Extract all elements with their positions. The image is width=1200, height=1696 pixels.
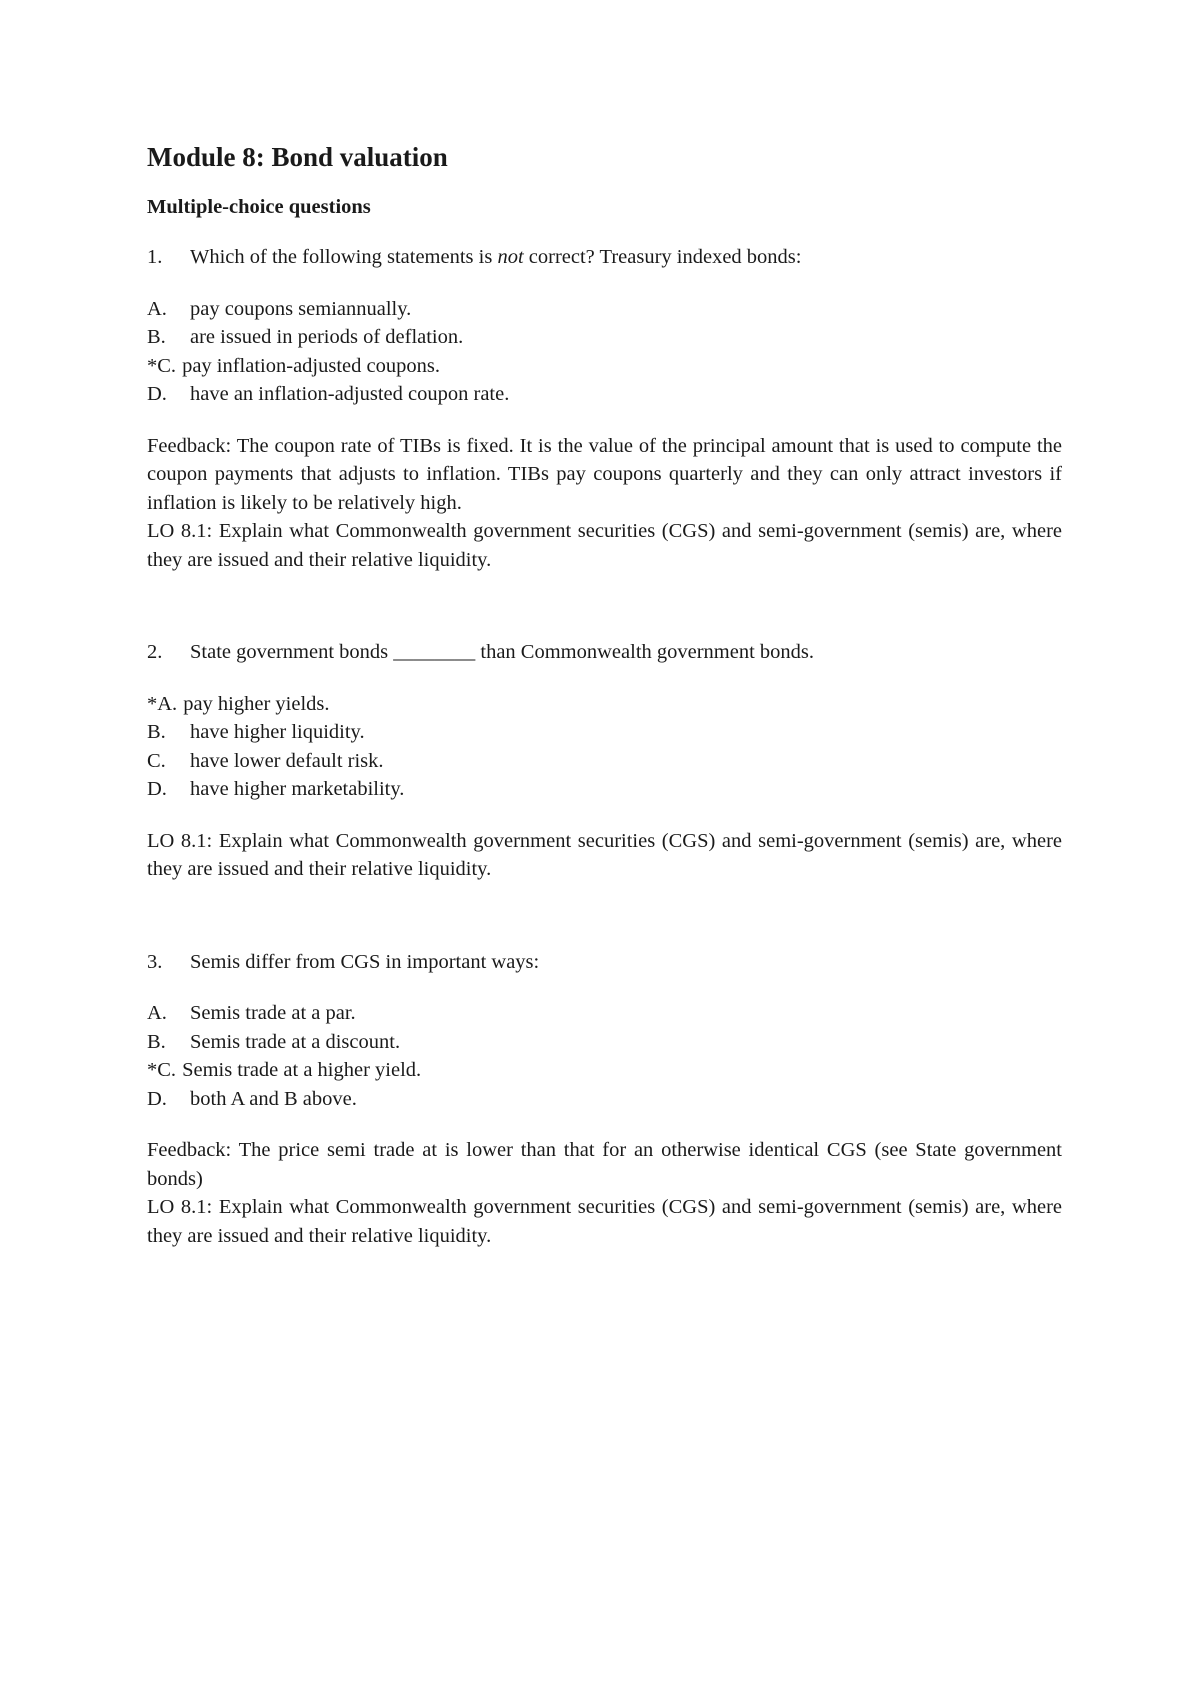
- answer-option-correct: [147, 352, 1062, 381]
- option-text: Semis trade at a par.: [190, 1002, 356, 1024]
- option-letter: D.: [147, 1087, 167, 1110]
- answer-options: [147, 999, 1062, 1113]
- section-heading: Multiple-choice questions: [147, 196, 371, 218]
- question-stem: [147, 638, 1062, 667]
- question-stem: [147, 948, 1062, 977]
- option-text: Semis trade at a higher yield.: [182, 1059, 422, 1081]
- page-title: Module 8: Bond valuation: [147, 142, 448, 172]
- option-letter: C.: [147, 749, 166, 772]
- answer-option-correct: [147, 1056, 1062, 1085]
- answer-option: [147, 295, 1062, 324]
- option-letter: *C.: [147, 1059, 177, 1081]
- option-text: have lower default risk.: [190, 749, 384, 772]
- answer-option: [147, 1085, 1062, 1114]
- question-number: 3.: [147, 950, 163, 973]
- option-text: pay higher yields.: [183, 692, 330, 715]
- feedback-text: Feedback: The coupon rate of TIBs is fixed. It is the value of the principal amount that is used to compute the coupon payments that adjusts to inflation. TIBs pay coupons quarterly and they can only attract investors if inflation is likely to be relatively high.: [147, 434, 1062, 514]
- learning-outcome: LO 8.1: Explain what Commonwealth government securities (CGS) and semi-government (semis) are, where they are issued and their relative liquidity.: [147, 1196, 1062, 1247]
- answer-option: [147, 999, 1062, 1028]
- option-letter: *A.: [147, 692, 178, 715]
- option-letter: B.: [147, 326, 166, 348]
- answer-options: [147, 690, 1062, 804]
- option-letter: A.: [147, 1002, 167, 1024]
- question-block-2: [147, 638, 1062, 884]
- answer-option: [147, 380, 1062, 409]
- option-text: are issued in periods of deflation.: [190, 326, 464, 348]
- option-letter: *C.: [147, 354, 177, 377]
- feedback-text: Feedback: The price semi trade at is lower than that for an otherwise identical CGS (see State government bonds): [147, 1139, 1062, 1190]
- option-letter: B.: [147, 721, 166, 743]
- learning-outcome: LO 8.1: Explain what Commonwealth government securities (CGS) and semi-government (semis) are, where they are issued and their relative liquidity.: [147, 520, 1062, 571]
- learning-outcome: LO 8.1: Explain what Commonwealth government securities (CGS) and semi-government (semis) are, where they are issued and their relative liquidity.: [147, 829, 1062, 880]
- question-stem: [147, 243, 1062, 272]
- option-letter: B.: [147, 1030, 166, 1053]
- answer-option: [147, 718, 1062, 747]
- question-text: State government bonds ________ than Commonwealth government bonds.: [190, 641, 815, 663]
- answer-option-correct: [147, 690, 1062, 719]
- option-letter: D.: [147, 778, 167, 800]
- emphasis-text: not: [497, 246, 524, 268]
- question-number: 2.: [147, 641, 163, 663]
- answer-option: [147, 775, 1062, 804]
- answer-options: [147, 295, 1062, 409]
- option-letter: D.: [147, 383, 167, 405]
- question-block-3: [147, 948, 1062, 1251]
- option-text: Semis trade at a discount.: [190, 1030, 401, 1053]
- option-text: both A and B above.: [190, 1087, 357, 1110]
- option-text: have higher liquidity.: [190, 721, 365, 743]
- question-number: 1.: [147, 246, 163, 268]
- document-page: [147, 140, 1062, 1314]
- answer-option: [147, 747, 1062, 776]
- answer-option: [147, 323, 1062, 352]
- option-text: have an inflation-adjusted coupon rate.: [190, 383, 510, 405]
- option-text: pay coupons semiannually.: [190, 297, 412, 320]
- question-text: Semis differ from CGS in important ways:: [190, 950, 540, 973]
- option-letter: A.: [147, 297, 167, 320]
- question-text: Which of the following statements is not correct? Treasury indexed bonds:: [190, 246, 802, 268]
- question-block-1: [147, 243, 1062, 574]
- answer-option: [147, 1028, 1062, 1057]
- option-text: pay inflation-adjusted coupons.: [182, 354, 440, 377]
- option-text: have higher marketability.: [190, 778, 405, 800]
